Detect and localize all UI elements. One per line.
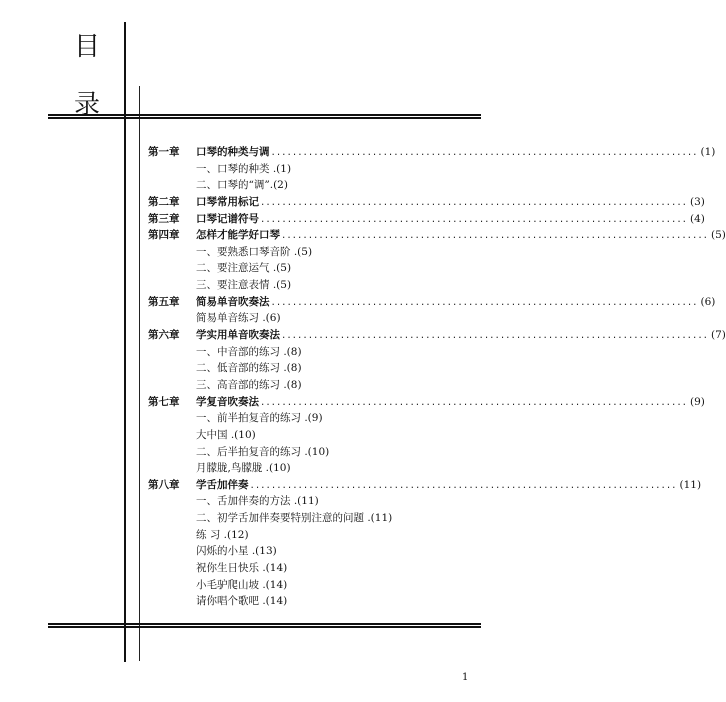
top-double-rule <box>48 114 481 119</box>
dot-leader: ................................................................................ <box>261 195 689 208</box>
bottom-double-rule <box>48 623 481 628</box>
chapter-page: (4) <box>690 212 705 225</box>
toc-section-row <box>148 493 468 510</box>
section-title: 月朦胧,鸟朦胧 .(10) <box>196 462 291 475</box>
toc-chapter-row <box>148 294 716 311</box>
toc-chapter-row <box>148 394 705 411</box>
title-char-1: 目 <box>74 32 101 62</box>
section-title: 练 习 .(12) <box>196 528 249 541</box>
toc-section-row <box>148 344 468 361</box>
dot-leader: ................................................................................ <box>271 146 699 158</box>
dot-leader: ................................................................................ <box>282 229 710 242</box>
section-title: 请你唱个歌吧 .(14) <box>196 595 288 608</box>
title-char-2: 录 <box>74 90 101 120</box>
toc-section-row <box>148 277 468 294</box>
toc-section-row <box>148 161 468 178</box>
chapter-page: (11) <box>679 478 702 491</box>
section-title: 闪烁的小星 .(13) <box>196 545 277 558</box>
toc-section-row <box>148 527 468 544</box>
toc-section-row <box>148 310 468 327</box>
chapter-page: (3) <box>690 195 705 208</box>
chapter-number: 第四章 <box>148 229 180 242</box>
chapter-title: 口琴的种类与调 <box>196 146 270 158</box>
toc-section-row <box>148 177 468 194</box>
section-title: 三、要注意表情 .(5) <box>196 279 292 292</box>
section-title: 二、要注意运气 .(5) <box>196 262 292 275</box>
chapter-number: 第八章 <box>148 478 180 491</box>
section-title: 小毛驴爬山坡 .(14) <box>196 578 288 591</box>
chapter-page: (7) <box>711 329 726 342</box>
toc-section-row <box>148 460 468 477</box>
vertical-rule-right <box>139 86 140 661</box>
chapter-number: 第三章 <box>148 212 180 225</box>
toc-section-row <box>148 510 468 527</box>
section-title: 一、口琴的种类 .(1) <box>196 162 292 175</box>
toc-chapter-row <box>148 227 726 244</box>
dot-leader: ................................................................................ <box>261 395 689 408</box>
dot-leader: ................................................................................ <box>250 478 678 491</box>
toc-section-row <box>148 377 468 394</box>
page-number: 1 <box>462 672 469 683</box>
chapter-page: (9) <box>690 395 705 408</box>
chapter-number: 第六章 <box>148 329 180 342</box>
chapter-title: 学舌加伴奏 <box>196 478 249 491</box>
toc-section-row <box>148 543 468 560</box>
section-title: 简易单音练习 .(6) <box>196 312 281 325</box>
chapter-title: 学实用单音吹奏法 <box>196 329 280 342</box>
toc-section-row <box>148 260 468 277</box>
section-title: 大中国 .(10) <box>196 428 256 441</box>
section-title: 二、低音部的练习 .(8) <box>196 362 302 375</box>
section-title: 一、前半拍复音的练习 .(9) <box>196 412 323 425</box>
toc-section-row <box>148 444 468 461</box>
toc-chapter-row <box>148 144 716 161</box>
chapter-title: 口琴记谱符号 <box>196 212 259 225</box>
section-title: 一、舌加伴奏的方法 .(11) <box>196 495 319 508</box>
toc-section-row <box>148 427 468 444</box>
toc-section-row <box>148 560 468 577</box>
dot-leader: ................................................................................ <box>282 329 710 342</box>
section-title: 祝你生日快乐 .(14) <box>196 562 288 575</box>
section-title: 二、初学舌加伴奏要特别注意的问题 .(11) <box>196 512 393 525</box>
chapter-page: (1) <box>700 146 716 158</box>
toc-section-row <box>148 244 468 261</box>
chapter-number: 第五章 <box>148 295 180 308</box>
section-title: 二、口琴的“调”.(2) <box>196 179 288 192</box>
chapter-number: 第二章 <box>148 195 180 208</box>
section-title: 一、要熟悉口琴音阶 .(5) <box>196 245 313 258</box>
toc-section-row <box>148 410 468 427</box>
toc-section-row <box>148 593 468 610</box>
toc-section-row <box>148 577 468 594</box>
dot-leader: ................................................................................ <box>271 295 699 308</box>
section-title: 一、中音部的练习 .(8) <box>196 345 302 358</box>
toc-chapter-row <box>148 211 705 228</box>
table-of-contents <box>148 144 726 610</box>
chapter-page: (6) <box>700 295 716 308</box>
chapter-number: 第一章 <box>148 146 180 158</box>
toc-chapter-row <box>148 194 705 211</box>
toc-chapter-row <box>148 327 726 344</box>
section-title: 二、后半拍复音的练习 .(10) <box>196 445 330 458</box>
toc-section-row <box>148 360 468 377</box>
section-title: 三、高音部的练习 .(8) <box>196 378 302 391</box>
toc-chapter-row <box>148 477 702 494</box>
chapter-number: 第七章 <box>148 395 180 408</box>
chapter-title: 怎样才能学好口琴 <box>196 229 280 242</box>
chapter-title: 学复音吹奏法 <box>196 395 259 408</box>
dot-leader: ................................................................................ <box>261 212 689 225</box>
chapter-title: 简易单音吹奏法 <box>196 295 270 308</box>
chapter-page: (5) <box>711 229 726 242</box>
chapter-title: 口琴常用标记 <box>196 195 259 208</box>
